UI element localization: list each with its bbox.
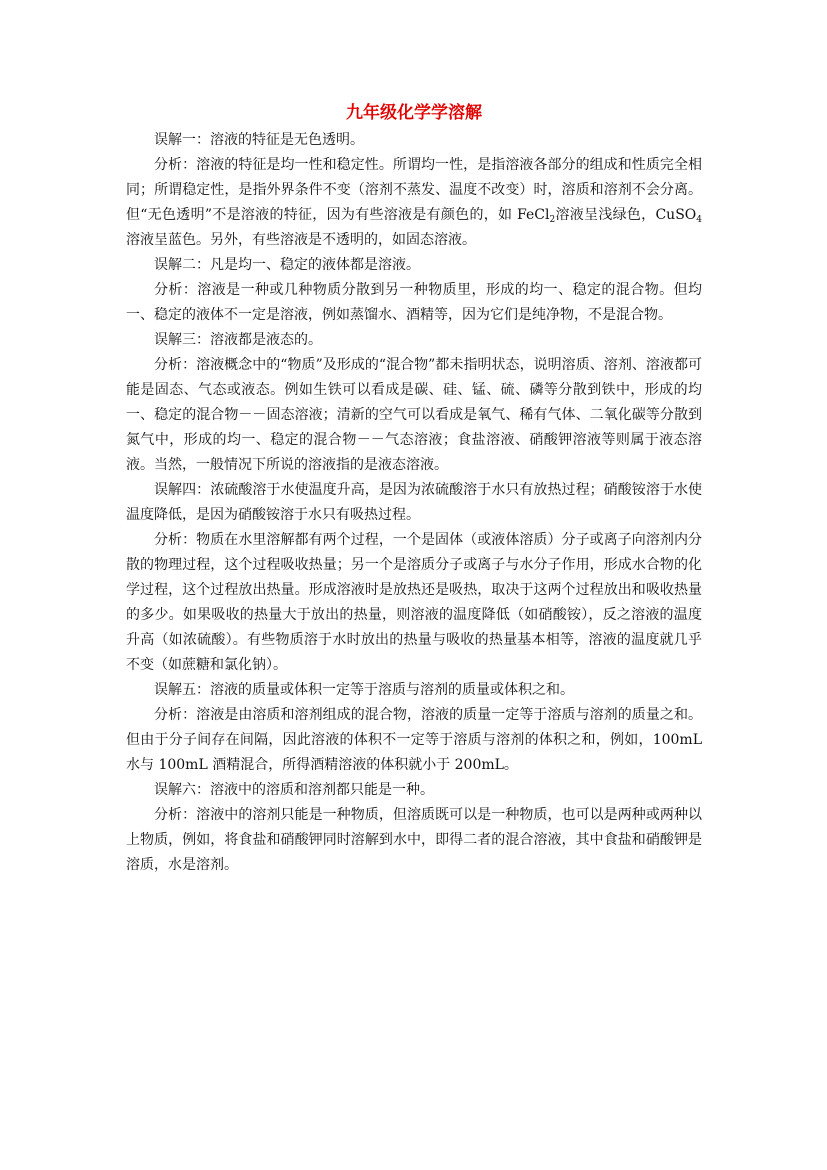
analysis-1 — [126, 153, 702, 253]
misconception-2: 误解二：凡是均一、稳定的液体都是溶液。 — [154, 257, 420, 273]
analysis-1-text: 分析：溶液的特征是均一性和稳定性。所谓均一性，是指溶液各部分的组成和性质完全相同；所谓稳定性，是指外界条件不变（溶剂不蒸发、温度不改变）时，溶质和溶剂不会分离。但“无色透明”不是溶液的特征，因为有些溶液是有颜色的，如 FeCl — [126, 157, 702, 223]
subscript-2: 2 — [549, 215, 556, 225]
misconception-1: 误解一：溶液的特征是无色透明。 — [154, 132, 364, 148]
subscript-4: 4 — [696, 215, 702, 225]
misconception-4: 误解四：浓硫酸溶于水使温度升高，是因为浓硫酸溶于水只有放热过程；硝酸铵溶于水使温度降低，是因为硝酸铵溶于水只有吸热过程。 — [126, 482, 702, 523]
misconception-3: 误解三：溶液都是液态的。 — [154, 332, 322, 348]
misconception-6: 误解六：溶液中的溶质和溶剂都只能是一种。 — [154, 782, 434, 798]
analysis-1-mid: 溶液呈浅绿色，CuSO — [555, 207, 697, 223]
analysis-6: 分析：溶液中的溶剂只能是一种物质，但溶质既可以是一种物质，也可以是两种或两种以上物质，例如，将食盐和硝酸钾同时溶解到水中，即得二者的混合溶液，其中食盐和硝酸钾是溶质，水是溶剂。 — [126, 807, 702, 873]
analysis-4: 分析：物质在水里溶解都有两个过程，一个是固体（或液体溶质）分子或离子向溶剂内分散的物理过程，这个过程吸收热量；另一个是溶质分子或离子与水分子作用，形成水合物的化学过程，这个过程放出热量。形成溶液时是放热还是吸热，取决于这两个过程放出和吸收热量的多少。如果吸收的热量大于放出的热量，则溶液的温度降低（如硝酸铵），反之溶液的温度升高（如浓硫酸）。有些物质溶于水时放出的热量与吸收的热量基本相等，溶液的温度就几乎不变（如蔗糖和氯化钠）。 — [126, 532, 702, 673]
document-page — [126, 98, 702, 878]
analysis-5: 分析：溶液是由溶质和溶剂组成的混合物，溶液的质量一定等于溶质与溶剂的质量之和。但由于分子间存在间隔，因此溶液的体积不一定等于溶质与溶剂的体积之和，例如，100mL 水与 100mL 酒精混合，所得酒精溶液的体积就小于 200mL。 — [126, 707, 702, 773]
misconception-5: 误解五：溶液的质量或体积一定等于溶质与溶剂的质量或体积之和。 — [154, 682, 574, 698]
analysis-3: 分析：溶液概念中的“物质”及形成的“混合物”都未指明状态，说明溶质、溶剂、溶液都可能是固态、气态或液态。例如生铁可以看成是碳、硅、锰、硫、磷等分散到铁中，形成的均一、稳定的混合物－－固态溶液；清新的空气可以看成是氧气、稀有气体、二氧化碳等分散到氮气中，形成的均一、稳定的混合物－－气态溶液；食盐溶液、硝酸钾溶液等则属于液态溶液。当然，一般情况下所说的溶液指的是液态溶液。 — [126, 357, 702, 473]
analysis-2: 分析：溶液是一种或几种物质分散到另一种物质里，形成的均一、稳定的混合物。但均一、稳定的液体不一定是溶液，例如蒸馏水、酒精等，因为它们是纯净物，不是混合物。 — [126, 282, 702, 323]
analysis-1-end: 溶液呈蓝色。另外，有些溶液是不透明的，如固态溶液。 — [126, 232, 476, 248]
document-title: 九年级化学学溶解 — [346, 103, 482, 123]
